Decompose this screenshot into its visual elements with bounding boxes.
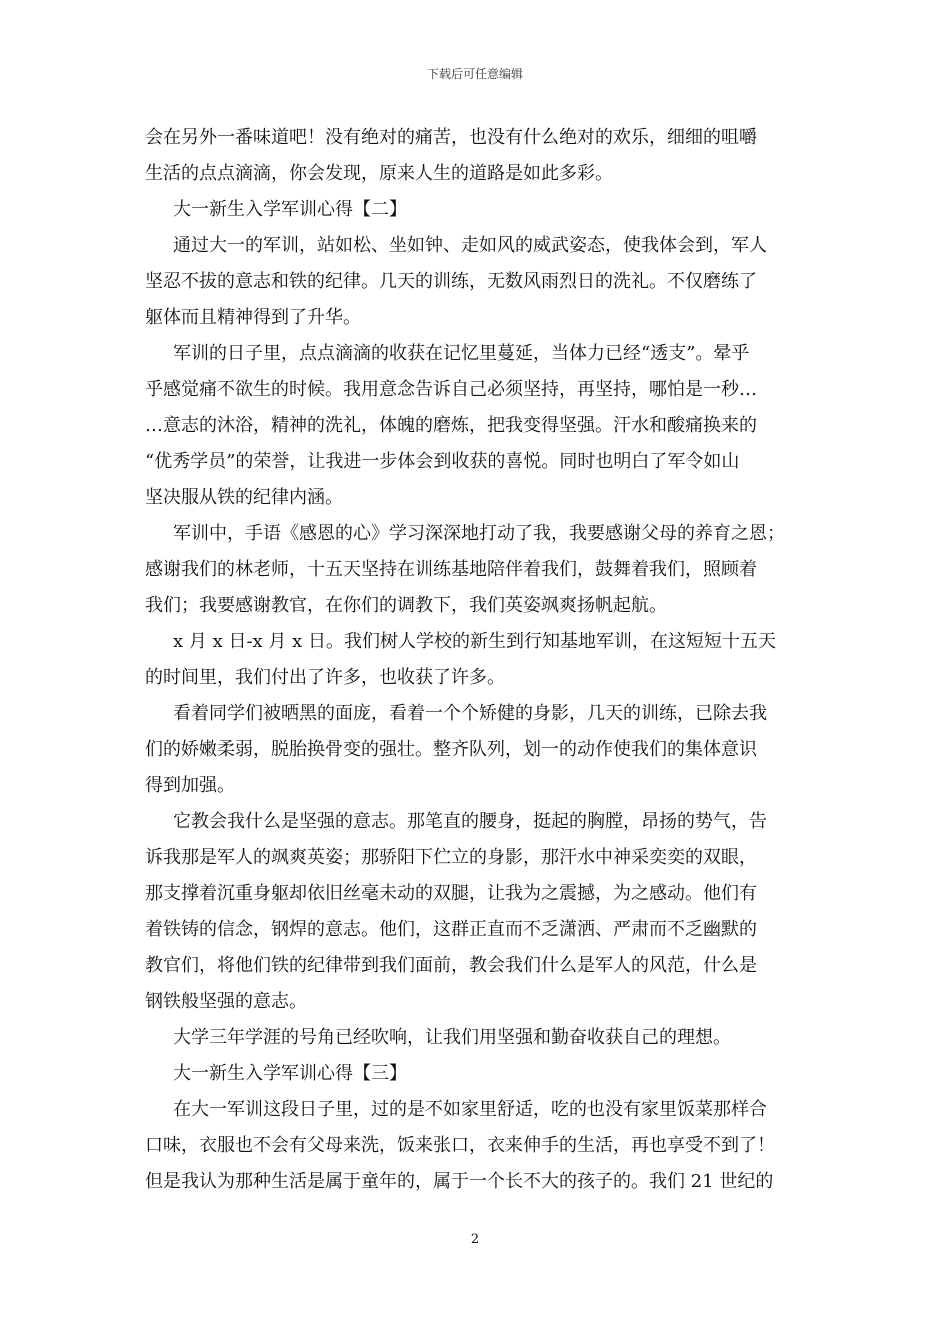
text-line: 们的娇嫩柔弱，脱胎换骨变的强壮。整齐队列，划一的动作使我们的集体意识	[145, 739, 757, 760]
text-line: 在大一军训这段日子里，过的是不如家里舒适，吃的也没有家里饭菜那样合	[173, 1099, 767, 1120]
text-line: 但是我认为那种生活是属于童年的，属于一个长不大的孩子的。我们 21 世纪的	[145, 1171, 774, 1192]
text-line: 坚忍不拔的意志和铁的纪律。几天的训练，无数风雨烈日的洗礼。不仅磨练了	[145, 271, 757, 292]
text-line: 得到加强。	[145, 775, 235, 796]
text-line: x 月 x 日-x 月 x 日。我们树人学校的新生到行知基地军训，在这短短十五天	[173, 631, 777, 652]
text-line: 通过大一的军训，站如松、坐如钟、走如风的威武姿态，使我体会到，军人	[173, 235, 767, 256]
paragraph	[145, 1020, 807, 1056]
text-line: 大一新生入学军训心得【二】	[173, 199, 407, 220]
text-line: 大学三年学涯的号角已经吹响，让我们用坚强和勤奋收获自己的理想。	[173, 1027, 731, 1048]
paragraph	[145, 696, 807, 804]
paragraph	[145, 336, 807, 516]
text-line: 看着同学们被晒黑的面庞，看着一个个矫健的身影，几天的训练，已除去我	[173, 703, 767, 724]
paragraph	[145, 804, 807, 1020]
text-line: 我们；我要感谢教官，在你们的调教下，我们英姿飒爽扬帆起航。	[145, 595, 667, 616]
text-line: 教官们，将他们铁的纪律带到我们面前，教会我们什么是军人的风范，什么是	[145, 955, 757, 976]
section-heading	[145, 192, 807, 228]
text-line: 生活的点点滴滴，你会发现，原来人生的道路是如此多彩。	[145, 163, 613, 184]
text-line: “优秀学员”的荣誉，让我进一步体会到收获的喜悦。同时也明白了军令如山	[145, 451, 740, 472]
text-line: 躯体而且精神得到了升华。	[145, 307, 361, 328]
text-line: 坚决服从铁的纪律内涵。	[145, 487, 343, 508]
page-header: 下载后可任意编辑	[426, 67, 523, 81]
text-line: 口味，衣服也不会有父母来洗，饭来张口，衣来伸手的生活，再也享受不到了！	[145, 1135, 775, 1156]
paragraph	[145, 516, 807, 624]
text-line: 军训的日子里，点点滴滴的收获在记忆里蔓延，当体力已经“透支”。晕乎	[173, 343, 750, 364]
text-line: 钢铁般坚强的意志。	[145, 991, 307, 1012]
section-heading	[145, 1056, 807, 1092]
text-line: 的时间里，我们付出了许多，也收获了许多。	[145, 667, 505, 688]
text-line: …意志的沐浴，精神的洗礼，体魄的磨炼，把我变得坚强。汗水和酸痛换来的	[145, 415, 757, 436]
text-line: 感谢我们的林老师，十五天坚持在训练基地陪伴着我们，鼓舞着我们，照顾着	[145, 559, 757, 580]
text-line: 它教会我什么是坚强的意志。那笔直的腰身，挺起的胸膛，昂扬的势气，告	[173, 811, 767, 832]
document-body	[145, 120, 807, 1200]
text-line: 诉我那是军人的飒爽英姿；那骄阳下伫立的身影，那汗水中神采奕奕的双眼，	[145, 847, 757, 868]
page-number: 2	[470, 1232, 480, 1247]
paragraph	[145, 1092, 807, 1200]
text-line: 军训中，手语《感恩的心》学习深深地打动了我，我要感谢父母的养育之恩；	[173, 523, 785, 544]
text-line: 着铁铸的信念，钢焊的意志。他们，这群正直而不乏潇洒、严肃而不乏幽默的	[145, 919, 757, 940]
text-line: 大一新生入学军训心得【三】	[173, 1063, 407, 1084]
paragraph	[145, 120, 807, 192]
text-line: 乎感觉痛不欲生的时候。我用意念告诉自己必须坚持，再坚持，哪怕是一秒…	[145, 379, 757, 400]
text-line: 那支撑着沉重身躯却依旧丝毫未动的双腿，让我为之震撼，为之感动。他们有	[145, 883, 757, 904]
text-line: 会在另外一番味道吧！没有绝对的痛苦，也没有什么绝对的欢乐，细细的咀嚼	[145, 127, 757, 148]
paragraph	[145, 624, 807, 696]
paragraph	[145, 228, 807, 336]
